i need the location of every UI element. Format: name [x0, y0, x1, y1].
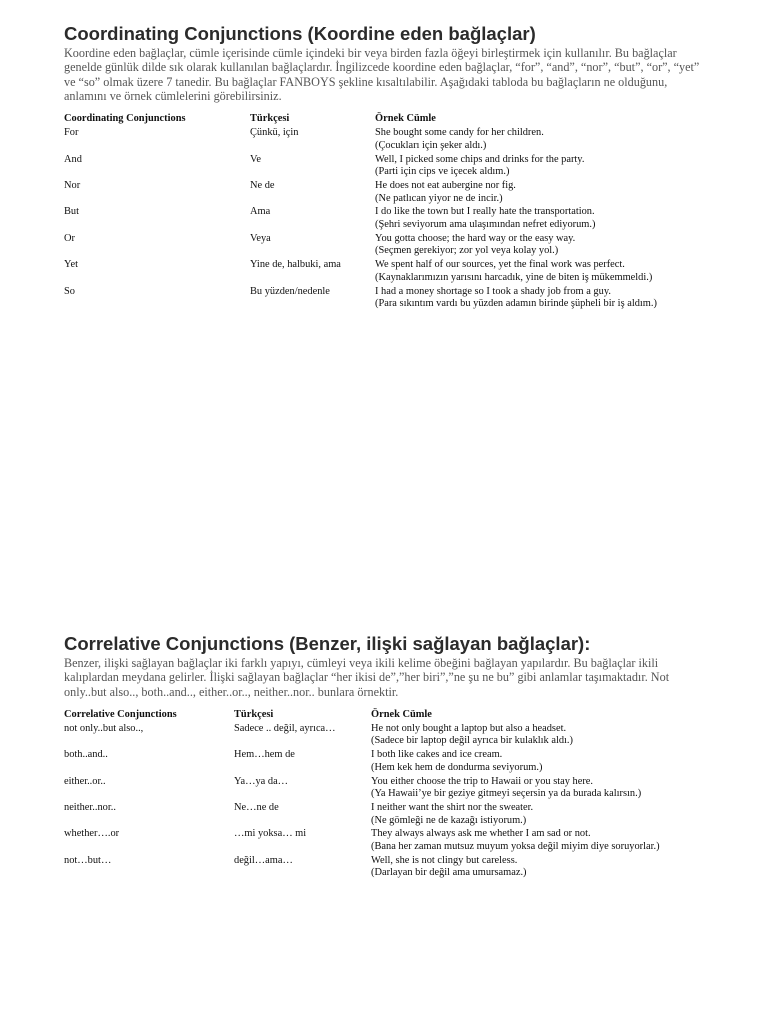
- turkish-cell: Ne de: [250, 179, 275, 191]
- conjunction-cell: Or: [64, 232, 75, 244]
- example-sentence: She bought some candy for her children.: [375, 127, 544, 139]
- example-cell: [371, 749, 701, 775]
- section-intro: Koordine eden bağlaçlar, cümle içerisinde cümle içindeki bir veya birden fazla öğeyi birleştirmek için kullanılır. Bu bağlaçlar genelde günlük dilde sık olarak kullanılan bağlaçlardır. İngilizcede koordine eden bağlaçlar, “for”, “and”, “nor”, “but”, “or”, “yet” ve “so” olmak üzere 7 tanedir. Bu bağlaçlar FANBOYS şekline kısaltılabilir. Aşağıdaki tabloda bu bağlaçların ne olduğunu, anlamını ve örnek cümlelerini görebilirsiniz.: [64, 46, 700, 103]
- example-sentence: I do like the town but I really hate the transportation.: [375, 206, 595, 218]
- turkish-cell: Çünkü, için: [250, 127, 299, 139]
- turkish-cell: …mi yoksa… mi: [234, 828, 307, 840]
- turkish-cell: Ya…ya da…: [234, 775, 289, 787]
- table-row: [64, 749, 701, 775]
- example-translation: (Şehri seviyorum ama ulaşımından nefret ediyorum.): [375, 218, 596, 230]
- table-row: [64, 233, 695, 259]
- turkish-cell: Ve: [250, 153, 261, 165]
- conjunction-table: [64, 113, 695, 312]
- table-row: [64, 154, 695, 180]
- example-translation: (Ya Hawaii’ye bir geziye gitmeyi seçersin ya da burada kalırsın.): [371, 788, 642, 800]
- example-cell: [371, 723, 701, 749]
- table-row: [64, 855, 701, 881]
- coordinating-section: [64, 22, 704, 312]
- example-cell: [375, 154, 695, 180]
- turkish-cell: Veya: [250, 232, 271, 244]
- conjunction-table: [64, 709, 701, 881]
- example-cell: [375, 233, 695, 259]
- example-translation: (Seçmen gerekiyor; zor yol veya kolay yol.): [375, 245, 559, 257]
- example-cell: [375, 127, 695, 153]
- table-row: [64, 776, 701, 802]
- turkish-cell: Ne…ne de: [234, 802, 279, 814]
- example-translation: (Bana her zaman mutsuz muyum yoksa değil miyim diye soruyorlar.): [371, 841, 660, 853]
- section-title: Correlative Conjunctions (Benzer, ilişki sağlayan bağlaçlar):: [64, 633, 591, 654]
- turkish-cell: Bu yüzden/nedenle: [250, 285, 330, 297]
- table-row: [64, 206, 695, 232]
- table-row: [64, 259, 695, 285]
- example-cell: [375, 206, 695, 232]
- conjunction-cell: And: [64, 153, 82, 165]
- conjunction-cell: both..and..: [64, 749, 108, 761]
- example-sentence: He not only bought a laptop but also a headset.: [371, 722, 567, 734]
- turkish-cell: Sadece .. değil, ayrıca…: [234, 722, 336, 734]
- section-title: Coordinating Conjunctions (Koordine eden bağlaçlar): [64, 23, 536, 44]
- example-translation: (Darlayan bir değil ama umursamaz.): [371, 867, 527, 879]
- conjunction-cell: For: [64, 127, 79, 139]
- example-translation: (Kaynaklarımızın yarısını harcadık, yine de biten iş mükemmeldi.): [375, 271, 653, 283]
- example-cell: [375, 259, 695, 285]
- conjunction-cell: whether….or: [64, 828, 120, 840]
- header-conjunction: Coordinating Conjunctions: [64, 113, 186, 125]
- conjunction-cell: Nor: [64, 179, 81, 191]
- example-cell: [375, 286, 695, 312]
- conjunction-cell: Yet: [64, 259, 78, 271]
- header-turkish: Türkçesi: [250, 113, 290, 125]
- example-sentence: You gotta choose; the hard way or the easy way.: [375, 232, 576, 244]
- example-sentence: They always always ask me whether I am sad or not.: [371, 828, 591, 840]
- example-translation: (Hem kek hem de dondurma seviyorum.): [371, 761, 543, 773]
- section-intro: Benzer, ilişki sağlayan bağlaçlar iki farklı yapıyı, cümleyi veya ikili kelime öbeğini bağlayan yapılardır. Bu bağlaçlar ikili kalıplardan meydana gelirler. İlişki sağlayan bağlaçlar “her ikisi de”,”her biri”,”ne şu ne bu” gibi anlamlar taşımaktadır. Not only..but also.., both..and.., either..or.., neither..nor.. bunlara örnektir.: [64, 656, 670, 699]
- header-conjunction: Correlative Conjunctions: [64, 708, 177, 720]
- example-translation: (Sadece bir laptop değil ayrıca bir kulaklık aldı.): [371, 735, 573, 747]
- header-turkish: Türkçesi: [234, 708, 274, 720]
- header-example: Örnek Cümle: [375, 113, 436, 125]
- conjunction-cell: not…but…: [64, 854, 112, 866]
- conjunction-cell: either..or..: [64, 775, 106, 787]
- example-sentence: Well, she is not clingy but careless.: [371, 854, 518, 866]
- table-header-row: [64, 113, 695, 127]
- turkish-cell: Ama: [250, 206, 271, 218]
- conjunction-cell: But: [64, 206, 80, 218]
- example-translation: (Para sıkıntım vardı bu yüzden adamın birinde şüpheli bir iş aldım.): [375, 298, 657, 310]
- table-header-row: [64, 709, 701, 723]
- example-translation: (Çocukları için şeker aldı.): [375, 139, 487, 151]
- turkish-cell: Yine de, halbuki, ama: [250, 259, 341, 271]
- conjunction-cell: So: [64, 285, 75, 297]
- example-sentence: He does not eat aubergine nor fig.: [375, 179, 516, 191]
- example-cell: [371, 828, 701, 854]
- example-cell: [371, 855, 701, 881]
- example-cell: [375, 180, 695, 206]
- example-cell: [371, 802, 701, 828]
- example-sentence: I had a money shortage so I took a shady job from a guy.: [375, 285, 611, 297]
- example-translation: (Ne gömleği ne de kazağı istiyorum.): [371, 814, 527, 826]
- example-sentence: I both like cakes and ice cream.: [371, 749, 503, 761]
- table-row: [64, 828, 701, 854]
- turkish-cell: Hem…hem de: [234, 749, 295, 761]
- table-row: [64, 723, 701, 749]
- table-row: [64, 802, 701, 828]
- example-sentence: We spent half of our sources, yet the final work was perfect.: [375, 259, 625, 271]
- example-translation: (Parti için cips ve içecek aldım.): [375, 166, 510, 178]
- example-translation: (Ne patlıcan yiyor ne de incir.): [375, 192, 503, 204]
- example-sentence: You either choose the trip to Hawaii or you stay here.: [371, 775, 594, 787]
- turkish-cell: değil…ama…: [234, 854, 293, 866]
- conjunction-cell: neither..nor..: [64, 802, 116, 814]
- table-row: [64, 286, 695, 312]
- table-row: [64, 180, 695, 206]
- correlative-section: [64, 632, 704, 881]
- example-sentence: Well, I picked some chips and drinks for the party.: [375, 153, 585, 165]
- example-cell: [371, 776, 701, 802]
- example-sentence: I neither want the shirt nor the sweater.: [371, 802, 534, 814]
- conjunction-cell: not only..but also..,: [64, 722, 144, 734]
- header-example: Örnek Cümle: [371, 708, 432, 720]
- table-row: [64, 127, 695, 153]
